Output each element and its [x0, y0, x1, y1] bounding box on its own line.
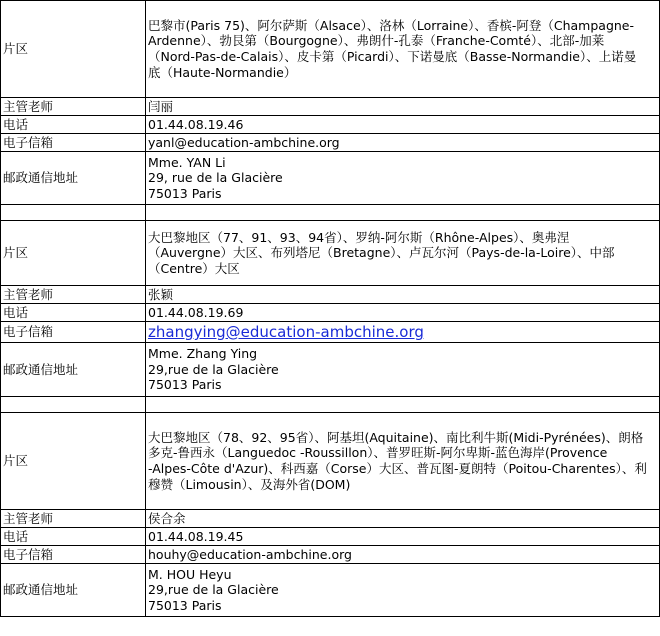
address-value [146, 152, 660, 205]
region-line: （Centre）大区 [148, 260, 240, 276]
spacer-cell [146, 205, 660, 221]
table-row [1, 564, 660, 617]
address-line: 29,rue de la Glacière [148, 361, 279, 377]
email-link[interactable] [146, 322, 660, 343]
address-value [146, 343, 660, 397]
phone-value: 01.44.08.19.45 [146, 528, 660, 546]
teacher-value: 张颖 [146, 286, 660, 304]
phone-label: 电话 [1, 304, 146, 322]
table-row [1, 322, 660, 343]
address-line: 75013 Paris [148, 185, 222, 201]
table-row [1, 546, 660, 564]
region-line: 巴黎市(Paris 75)、阿尔萨斯（Alsace）、洛林（Lorraine）、香槟-阿登（Champagne- [148, 17, 634, 33]
table-row [1, 98, 660, 116]
region-line: （Auvergne）大区、布列塔尼（Bretagne）、卢瓦尔河（Pays-de-la-Loire）、中部 [148, 245, 615, 261]
region-value [146, 221, 660, 286]
email-label: 电子信箱 [1, 322, 146, 343]
email-label: 电子信箱 [1, 134, 146, 152]
email-label: 电子信箱 [1, 546, 146, 564]
teacher-value: 侯合余 [146, 510, 660, 528]
address-line: M. HOU Heyu [148, 566, 232, 582]
address-line: Mme. Zhang Ying [148, 346, 258, 362]
region-value [146, 413, 660, 510]
address-line: 75013 Paris [148, 377, 222, 393]
table-row [1, 413, 660, 510]
phone-value: 01.44.08.19.69 [146, 304, 660, 322]
email-value[interactable]: houhy@education-ambchine.org [146, 546, 660, 564]
email-value[interactable]: yanl@education-ambchine.org [146, 134, 660, 152]
address-line: 75013 Paris [148, 597, 222, 613]
spacer-row [1, 397, 660, 413]
address-line: Mme. YAN Li [148, 154, 226, 170]
table-row [1, 528, 660, 546]
address-label: 邮政通信地址 [1, 152, 146, 205]
table-row [1, 152, 660, 205]
region-label: 片区 [1, 413, 146, 510]
region-line: （Nord-Pas-de-Calais）、皮卡第（Picardi）、下诺曼底（Basse-Normandie）、上诺曼 [148, 49, 637, 64]
spacer-cell [1, 205, 146, 221]
table-row [1, 134, 660, 152]
region-label: 片区 [1, 1, 146, 98]
region-line: 大巴黎地区（78、92、95省）、阿基坦(Aquitaine)、南比利牛斯(Midi-Pyrénées)、朗格 [148, 429, 644, 445]
table-row [1, 221, 660, 286]
phone-value: 01.44.08.19.46 [146, 116, 660, 134]
spacer-cell [146, 397, 660, 413]
teacher-value: 闫丽 [146, 98, 660, 116]
region-line: 多克-鲁西永（Languedoc -Roussillon）、普罗旺斯-阿尔卑斯-蓝色海岸(Provence [148, 445, 608, 461]
region-value [146, 1, 660, 98]
address-line: 29,rue de la Glacière [148, 582, 279, 598]
address-label: 邮政通信地址 [1, 343, 146, 397]
table-row [1, 116, 660, 134]
address-value [146, 564, 660, 617]
teacher-label: 主管老师 [1, 286, 146, 304]
address-label: 邮政通信地址 [1, 564, 146, 617]
region-line: 大巴黎地区（77、91、93、94省）、罗纳-阿尔斯（Rhône-Alpes）、奥弗涅 [148, 229, 570, 245]
region-line: 底（Haute-Normandie） [148, 64, 297, 80]
table-row [1, 510, 660, 528]
email-link-text[interactable]: zhangying@education-ambchine.org [148, 323, 424, 341]
teacher-label: 主管老师 [1, 510, 146, 528]
region-line: -Alpes-Côte d'Azur)、科西嘉（Corse）大区、普瓦图-夏朗特（Poitou-Charentes）、利 [148, 461, 647, 476]
region-line: Ardenne）、勃艮第（Bourgogne）、弗朗什-孔泰（Franche-Comté）、北部-加莱 [148, 33, 605, 49]
address-line: 29, rue de la Glacière [148, 170, 283, 186]
region-line: 穆赞（Limousin）、及海外省(DOM) [148, 476, 351, 492]
spacer-row [1, 205, 660, 221]
table-row [1, 343, 660, 397]
table-row [1, 1, 660, 98]
teacher-label: 主管老师 [1, 98, 146, 116]
phone-label: 电话 [1, 528, 146, 546]
region-label: 片区 [1, 221, 146, 286]
table-row [1, 304, 660, 322]
table-row [1, 286, 660, 304]
spacer-cell [1, 397, 146, 413]
phone-label: 电话 [1, 116, 146, 134]
